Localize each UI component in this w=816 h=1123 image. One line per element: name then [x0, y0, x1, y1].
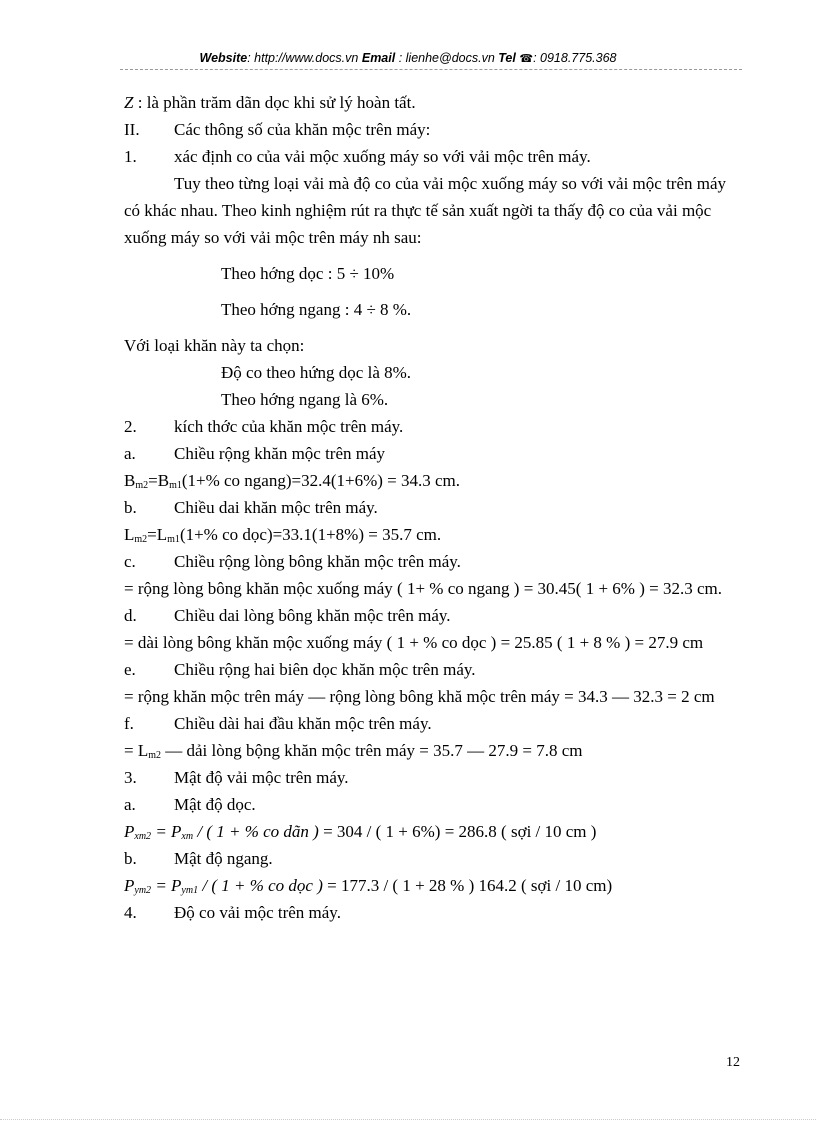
phone-icon: ☎ [519, 53, 534, 65]
item-a-formula [124, 467, 740, 494]
item-b-letter: b. [124, 498, 137, 517]
formula-text: (1+% co dọc)=33.1(1+8%) = 35.7 cm. [179, 525, 442, 544]
item-a2-letter: a. [124, 795, 136, 814]
formula-text: = 177.3 / ( 1 + 28 % ) 164.2 ( sợi / 10 cm) [322, 876, 613, 895]
formula-text: = 304 / ( 1 + 6%) = 286.8 ( sợi / 10 cm ) [318, 822, 597, 841]
item-3-text: Mật độ vải mộc trên máy. [174, 768, 349, 787]
item-a-letter: a. [124, 444, 136, 463]
formula-symbol: = L [124, 741, 149, 760]
item-a-heading [124, 440, 740, 467]
email-label: Email [361, 51, 396, 65]
item-b-text: Chiều dai khăn mộc trên máy. [174, 498, 378, 517]
section-2-number: II. [124, 120, 140, 139]
formula-symbol: = P [151, 876, 182, 895]
item-3-number: 3. [124, 768, 137, 787]
tel-label: Tel [498, 51, 516, 65]
email-value: : lienhe@docs.vn [398, 51, 495, 65]
item-d-text: Chiều dai lòng bông khăn mộc trên máy. [174, 606, 451, 625]
page-header [0, 51, 816, 65]
density-weft-formula [124, 872, 740, 899]
item-4-heading [124, 899, 740, 926]
item-2-number: 2. [124, 417, 137, 436]
item-b2-text: Mật độ ngang. [174, 849, 273, 868]
item-2-heading [124, 413, 740, 440]
item-f-letter: f. [124, 714, 134, 733]
choose-ngang: Theo hớng ngang là 6%. [221, 390, 389, 409]
website-label: Website [199, 51, 248, 65]
formula-subscript: ym1 [181, 885, 199, 896]
tel-value: : 0918.775.368 [533, 51, 617, 65]
formula-symbol: P [124, 876, 135, 895]
item-e-formula: = rộng khăn mộc trên máy — rộng lòng bông khă mộc trên máy = 34.3 — 32.3 = 2 cm [124, 687, 715, 706]
range-ngang: Theo hớng ngang : 4 ÷ 8 %. [221, 300, 412, 319]
item-3-heading [124, 764, 740, 791]
item-b2-heading [124, 845, 740, 872]
section-2-heading [124, 116, 740, 143]
item-a-text: Chiều rộng khăn mộc trên máy [174, 444, 386, 463]
item-c-letter: c. [124, 552, 136, 571]
formula-subscript: xm2 [134, 831, 152, 842]
formula-subscript: m2 [134, 534, 148, 545]
item-2-text: kích thớc của khăn mộc trên máy. [174, 417, 404, 436]
formula-subscript: m1 [169, 480, 182, 491]
choose-doc: Độ co theo hứng dọc là 8%. [221, 363, 412, 382]
item-c-heading [124, 548, 740, 575]
density-warp-formula [124, 818, 740, 845]
item-b-formula [124, 521, 740, 548]
formula-symbol: P [124, 822, 135, 841]
formula-subscript: m2 [148, 750, 162, 761]
item-1-number: 1. [124, 147, 137, 166]
formula-text: (1+% co ngang)=32.4(1+6%) = 34.3 cm. [181, 471, 461, 490]
z-text: : là phần trăm dãn dọc khi sử lý hoàn tất. [133, 93, 416, 112]
item-c-text: Chiều rộng lòng bông khăn mộc trên máy. [174, 552, 461, 571]
formula-italic: / ( 1 + % co dọc ) [198, 876, 323, 895]
formula-symbol: = P [151, 822, 182, 841]
formula-italic: / ( 1 + % co dãn ) [193, 822, 319, 841]
item-1-heading [124, 143, 740, 170]
document-body [124, 89, 740, 926]
range-doc: Theo hớng dọc : 5 ÷ 10% [221, 264, 395, 283]
item-d-formula: = dài lòng bông khăn mộc xuống máy ( 1 + % co dọc ) = 25.85 ( 1 + 8 % ) = 27.9 cm [124, 633, 704, 652]
item-4-number: 4. [124, 903, 137, 922]
formula-subscript: m2 [135, 480, 149, 491]
formula-subscript: ym2 [134, 885, 152, 896]
item-b-heading [124, 494, 740, 521]
item-e-text: Chiều rộng hai biên dọc khăn mộc trên máy. [174, 660, 476, 679]
header-rule [120, 69, 742, 70]
item-d-letter: d. [124, 606, 137, 625]
choose-intro: Với loại khăn này ta chọn: [124, 336, 305, 355]
intro-paragraph: Tuy theo từng loại vải mà độ co của vải mộc xuống máy so với vải mộc trên máy có khác nhau. Theo kinh nghiệm rút ra thực tế sản xuất ngời ta thấy độ co của vải mộc xuống máy so với vải mộc trên máy nh sau: [124, 174, 727, 247]
item-1-text: xác định co của vải mộc xuống máy so với vải mộc trên máy. [174, 147, 591, 166]
formula-subscript: xm [181, 831, 194, 842]
item-a2-heading [124, 791, 740, 818]
website-value: : http://www.docs.vn [247, 51, 359, 65]
item-f-text: Chiều dài hai đầu khăn mộc trên máy. [174, 714, 432, 733]
item-b2-letter: b. [124, 849, 137, 868]
formula-text: — dải lòng bộng khăn mộc trên máy = 35.7 — 27.9 = 7.8 cm [161, 741, 583, 760]
formula-symbol: =L [147, 525, 168, 544]
item-d-heading [124, 602, 740, 629]
formula-symbol: B [124, 471, 136, 490]
z-symbol: Z [124, 93, 134, 112]
formula-symbol: =B [148, 471, 170, 490]
item-e-heading [124, 656, 740, 683]
page-number: 12 [726, 1055, 740, 1070]
item-4-text: Độ co vải mộc trên máy. [174, 903, 341, 922]
formula-symbol: L [124, 525, 135, 544]
item-e-letter: e. [124, 660, 136, 679]
item-f-heading [124, 710, 740, 737]
z-definition [124, 89, 740, 116]
formula-subscript: m1 [167, 534, 180, 545]
item-a2-text: Mật độ dọc. [174, 795, 256, 814]
section-2-text: Các thông số của khăn mộc trên máy: [174, 120, 431, 139]
bottom-rule [0, 1119, 816, 1120]
item-f-formula [124, 737, 740, 764]
item-c-formula: = rộng lòng bông khăn mộc xuống máy ( 1+ % co ngang ) = 30.45( 1 + 6% ) = 32.3 cm. [124, 579, 722, 598]
